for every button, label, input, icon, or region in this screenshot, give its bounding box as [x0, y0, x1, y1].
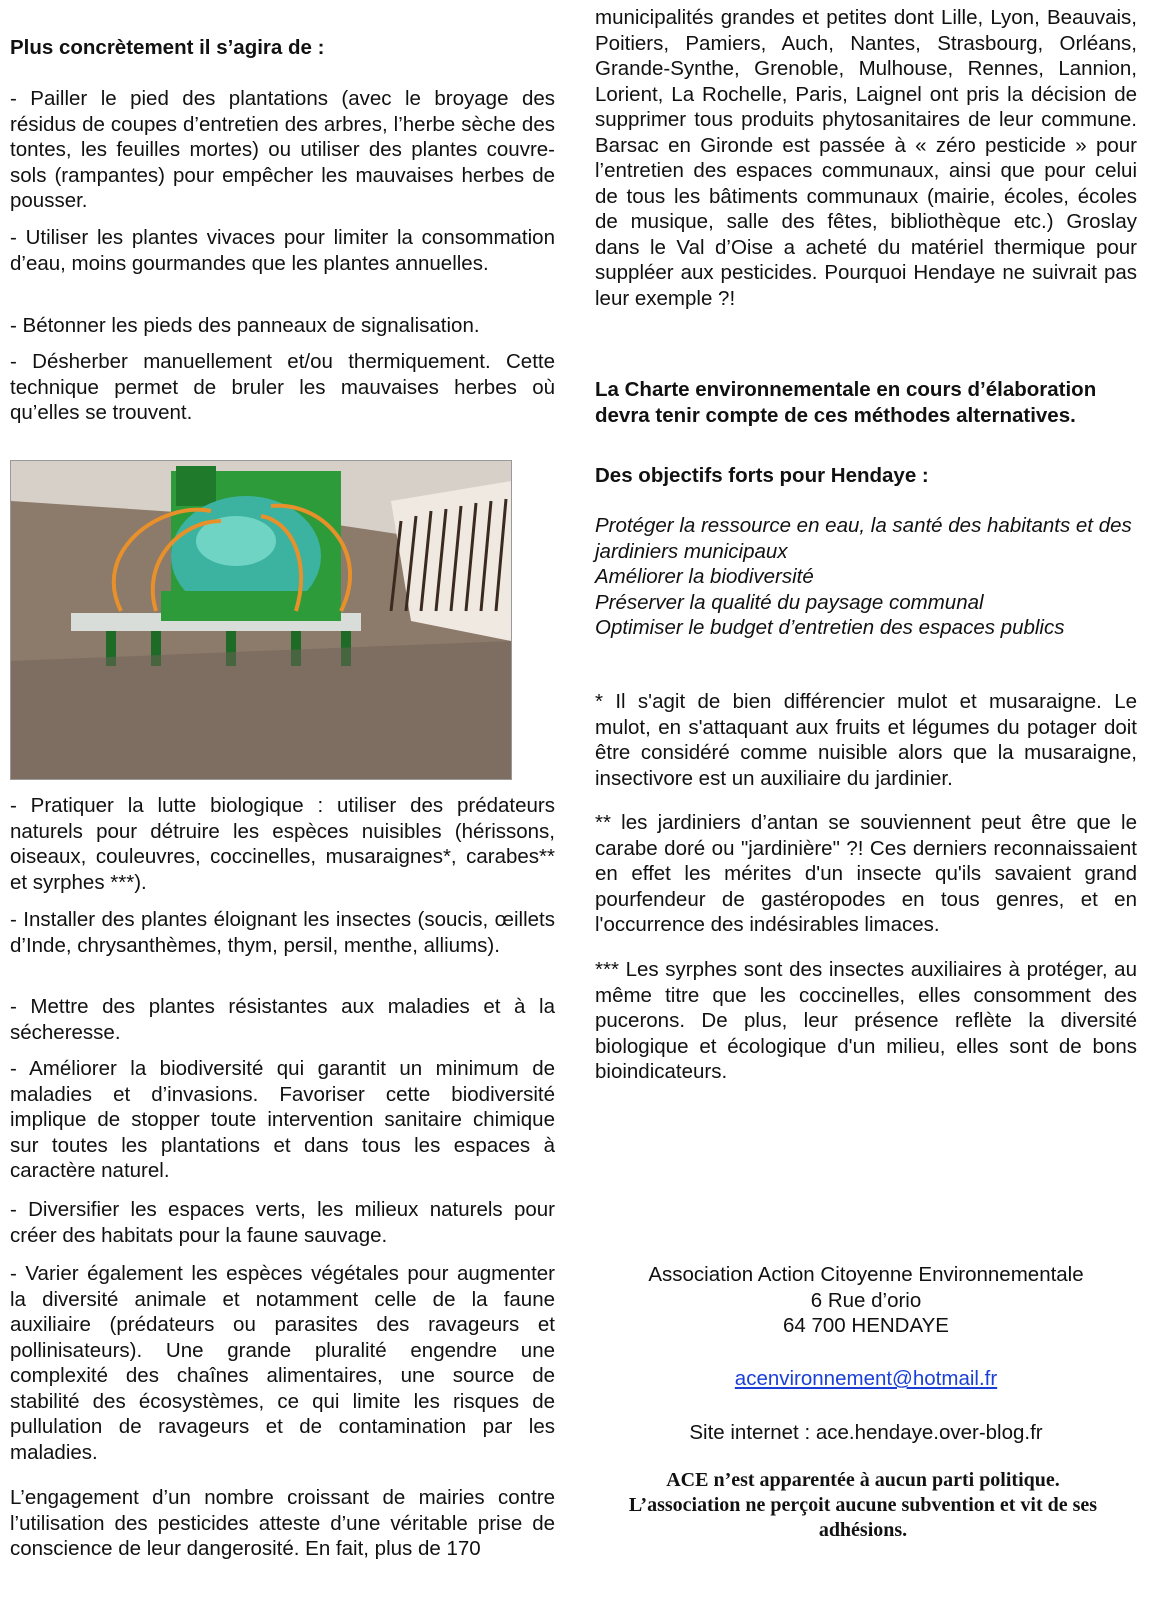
website-text: Site internet : ace.hendaye.over-blog.fr: [689, 1421, 1043, 1444]
section-heading: Plus concrètement il s’agira de :: [10, 36, 325, 59]
disclaimer-politique: ACE n’est apparentée à aucun parti politique.: [666, 1469, 1060, 1491]
objectifs-list: [595, 513, 1151, 641]
objectifs-heading: Des objectifs forts pour Hendaye :: [595, 464, 929, 487]
paragraph-betonner: - Bétonner les pieds des panneaux de signalisation.: [10, 314, 480, 337]
paragraph-biodiversite: - Améliorer la biodiversité qui garantit un minimum de maladies et d’invasions. Favoriser cette biodiversité implique de stopper toute intervention sanitaire chimique sur toutes les plantations et dans tous les espaces à caractère naturel.: [10, 1057, 555, 1182]
footnote-carabe: ** les jardiniers d’antan se souviennent peut être que le carabe doré ou "jardinière" ?! Ces derniers reconnaissaient en effet les mérites d'un insecte qu'ils savaient grand pourfendeur de gastéropodes en tous genres, et en l'occurrence des indésirables limaces.: [595, 811, 1137, 936]
footnote-mulot: * Il s'agit de bien différencier mulot et musaraigne. Le mulot, en s'attaquant aux fruits et légumes du potager doit être considéré comme nuisible alors que la musaraigne, insectivore est un auxiliaire du jardinier.: [595, 690, 1137, 790]
weeder-machine-image: [11, 461, 511, 779]
paragraph-espaces-verts: - Diversifier les espaces verts, les milieux naturels pour créer des habitats pour la faune sauvage.: [10, 1198, 555, 1247]
objectif-item: Protéger la ressource en eau, la santé des habitants et des jardiniers municipaux: [595, 514, 1132, 563]
email-paragraph: [595, 1366, 1137, 1392]
disclaimer-subvention: L’association ne perçoit aucune subvention et vit de ses adhésions.: [628, 1494, 1098, 1541]
paragraph-lutte-biologique: - Pratiquer la lutte biologique : utiliser des prédateurs naturels pour détruire les espèces nuisibles (hérissons, oiseaux, couleuvres, coccinelles, musaraignes*, carabes** et syrphes ***).: [10, 794, 555, 894]
objectif-item: Optimiser le budget d’entretien des espaces publics: [595, 616, 1065, 639]
paragraph-municipalites: municipalités grandes et petites dont Lille, Lyon, Beauvais, Poitiers, Pamiers, Auch, Nantes, Strasbourg, Orléans, Grande-Synthe, Grenoble, Mulhouse, Rennes, Lannion, Lorient, La Rochelle, Paris, Laignel ont pris la décision de supprimer tous produits phytosanitaires de leur commune. Barsac en Gironde est passée à « zéro pesticide » pour l’entretien des espaces communaux, ainsi que pour celui de tous les bâtiments communaux (mairie, écoles, écoles de musique, salle des fêtes, bibliothèque etc.) Groslay dans le Val d’Oise a acheté du matériel thermique pour suppléer aux pesticides. Pourquoi Hendaye ne suivrait pas leur exemple ?!: [595, 6, 1137, 310]
email-link[interactable]: acenvironnement@hotmail.fr: [734, 1367, 998, 1390]
paragraph-engagement: L’engagement d’un nombre croissant de mairies contre l’utilisation des pesticides atteste d’une véritable prise de conscience de leur dangerosité. En fait, plus de 170: [10, 1486, 555, 1560]
objectif-item: Préserver la qualité du paysage communal: [595, 590, 984, 614]
footnote-syrphes: *** Les syrphes sont des insectes auxiliaires à protéger, au même titre que les coccinelles, elles consomment des pucerons. De plus, leur présence reflète la diversité biologique et écologique d'un milieu, elles sont de bons bioindicateurs.: [595, 958, 1137, 1083]
association-street: 6 Rue d’orio: [810, 1288, 922, 1312]
paragraph-plantes-resistantes: - Mettre des plantes résistantes aux maladies et à la sécheresse.: [10, 995, 555, 1044]
charte-statement: La Charte environnementale en cours d’élaboration devra tenir compte de ces méthodes alternatives.: [595, 378, 1097, 427]
paragraph-vivaces: - Utiliser les plantes vivaces pour limiter la consommation d’eau, moins gourmandes que les plantes annuelles.: [10, 226, 555, 275]
paragraph-plantes-insectes: - Installer des plantes éloignant les insectes (soucis, œillets d’Inde, chrysanthèmes, thym, persil, menthe, alliums).: [10, 908, 555, 957]
paragraph-pailler: - Pailler le pied des plantations (avec le broyage des résidus de coupes d’entretien des arbres, l’herbe sèche des tontes, les feuilles mortes) ou utiliser des plantes couvre-sols (rampantes) pour empêcher les mauvaises herbes de pousser.: [10, 87, 555, 212]
association-name: Association Action Citoyenne Environnementale: [648, 1263, 1084, 1286]
association-city: 64 700 HENDAYE: [783, 1314, 949, 1337]
thermal-weeder-photo: [10, 460, 512, 780]
objectif-item: Améliorer la biodiversité: [595, 565, 814, 588]
paragraph-desherber: - Désherber manuellement et/ou thermiquement. Cette technique permet de bruler les mauvaises herbes où qu’elles se trouvent.: [10, 350, 555, 424]
association-contact: [595, 1262, 1137, 1339]
paragraph-especes-vegetales: - Varier également les espèces végétales pour augmenter la diversité animale et notamment celle de la faune auxiliaire (prédateurs ou parasites des ravageurs et pollinisateurs). Une grande pluralité engendre une complexité des chaînes alimentaires, une source de stabilité des écosystèmes, ce qui limite les risques de pullulation de ravageurs et de contamination par les maladies.: [10, 1262, 555, 1464]
